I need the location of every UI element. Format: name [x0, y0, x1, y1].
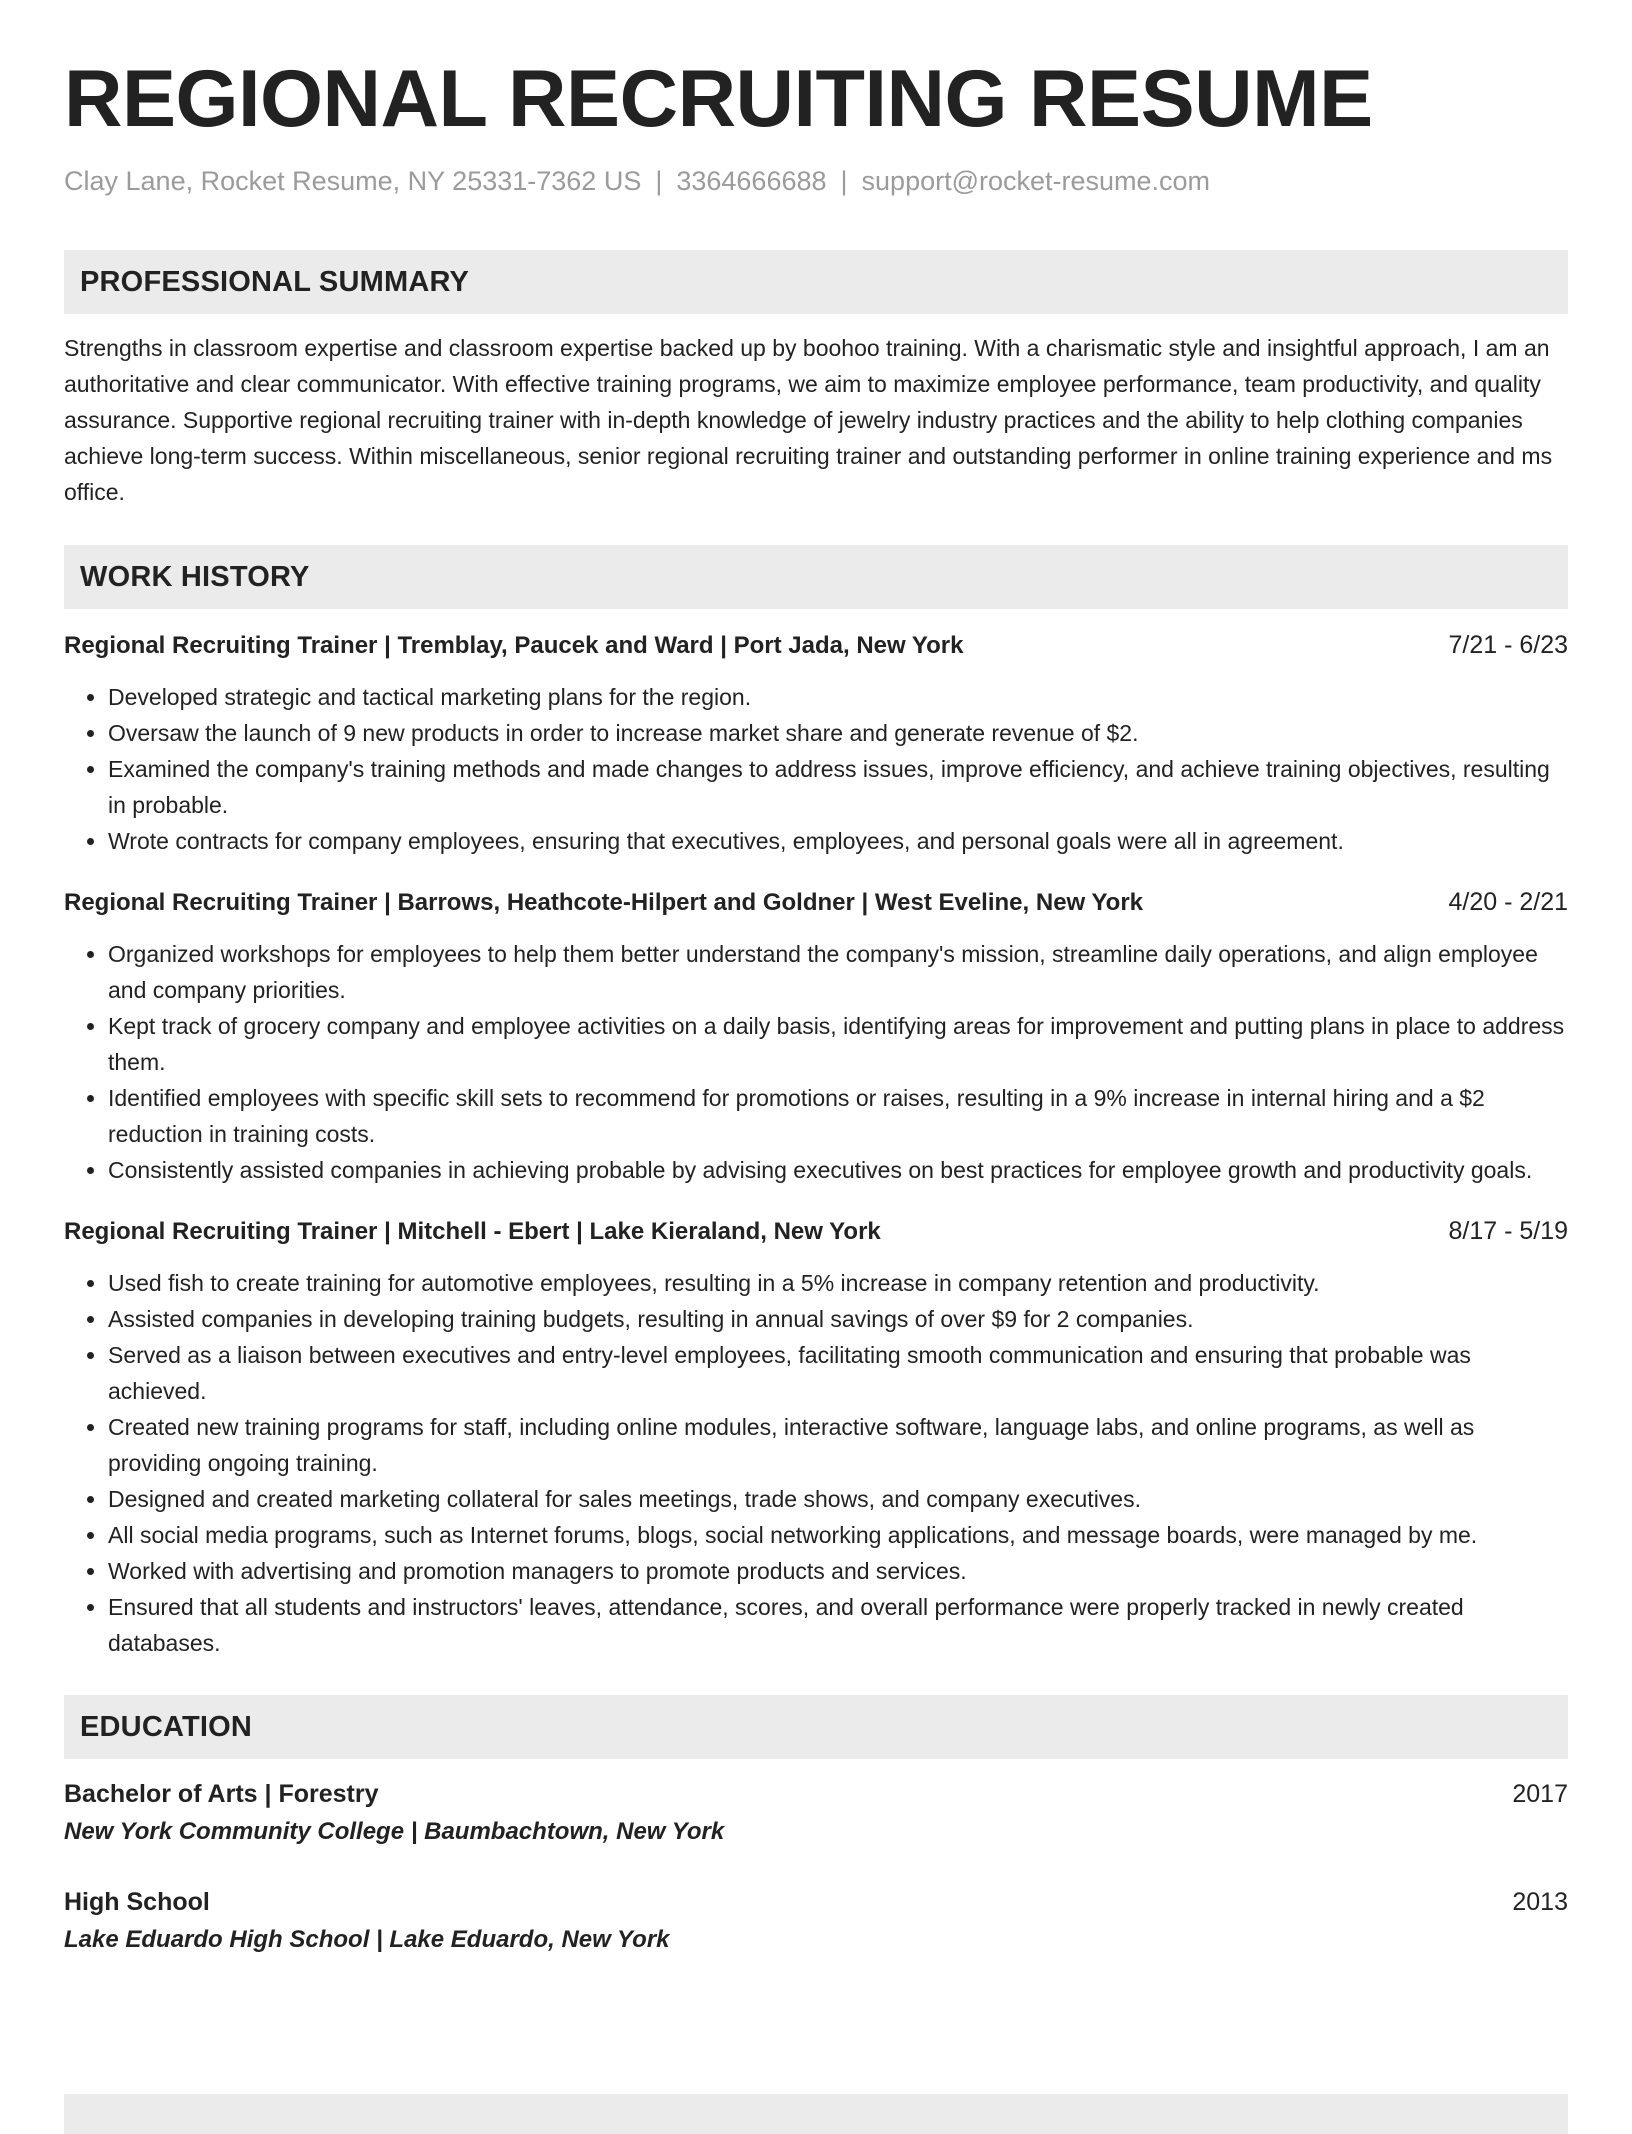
phone-text: 3364666688: [676, 166, 827, 196]
education-year: 2017: [1512, 1780, 1568, 1808]
job-bullets: [64, 679, 1568, 859]
contact-separator: |: [655, 166, 663, 196]
job-bullet: • Assisted companies in developing training budgets, resulting in annual savings of over $9 for 2 companies.: [108, 1301, 1568, 1337]
job-bullet: • Designed and created marketing collateral for sales meetings, trade shows, and company executives.: [108, 1481, 1568, 1517]
job-dates: 7/21 - 6/23: [1448, 631, 1568, 659]
job-bullet: • Identified employees with specific skill sets to recommend for promotions or raises, resulting in a 9% increase in internal hiring and a $2 reduction in training costs.: [108, 1080, 1568, 1152]
job-header: [64, 1213, 1568, 1249]
job-bullet: • Oversaw the launch of 9 new products in order to increase market share and generate revenue of $2.: [108, 715, 1568, 751]
job-bullet: • Served as a liaison between executives and entry-level employees, facilitating smooth communication and ensuring that probable was achieved.: [108, 1337, 1568, 1409]
education-entry: [64, 1883, 1568, 1959]
job-bullet: • Examined the company's training methods and made changes to address issues, improve efficiency, and achieve training objectives, resulting in probable.: [108, 751, 1568, 823]
job-entry: [64, 627, 1568, 859]
job-title: Regional Recruiting Trainer | Tremblay, Paucek and Ward | Port Jada, New York: [64, 632, 964, 659]
section-heading-summary: PROFESSIONAL SUMMARY: [64, 250, 1568, 314]
section-heading-work-history: WORK HISTORY: [64, 545, 1568, 609]
job-bullet: • Kept track of grocery company and employee activities on a daily basis, identifying areas for improvement and putting plans in place to address them.: [108, 1008, 1568, 1080]
job-bullet: • Worked with advertising and promotion managers to promote products and services.: [108, 1553, 1568, 1589]
education-school: Lake Eduardo High School | Lake Eduardo, New York: [64, 1926, 670, 1953]
education-entry: [64, 1775, 1568, 1851]
job-entry: [64, 884, 1568, 1188]
education-year: 2013: [1512, 1888, 1568, 1916]
job-bullets: [64, 1265, 1568, 1661]
address-text: Clay Lane, Rocket Resume, NY 25331-7362 US: [64, 166, 642, 196]
job-bullets: [64, 936, 1568, 1188]
job-bullet: • Wrote contracts for company employees, ensuring that executives, employees, and personal goals were all in agreement.: [108, 823, 1568, 859]
job-header: [64, 884, 1568, 920]
job-dates: 4/20 - 2/21: [1448, 888, 1568, 916]
job-bullet: • All social media programs, such as Internet forums, blogs, social networking applications, and message boards, were managed by me.: [108, 1517, 1568, 1553]
education-school: New York Community College | Baumbachtown, New York: [64, 1818, 725, 1845]
resume-title: REGIONAL RECRUITING RESUME: [64, 54, 1373, 144]
job-bullet: • Organized workshops for employees to help them better understand the company's mission, streamline daily operations, and align employee and company priorities.: [108, 936, 1568, 1008]
job-bullet: • Developed strategic and tactical marketing plans for the region.: [108, 679, 1568, 715]
education-degree: High School: [64, 1888, 210, 1916]
section-heading-education: EDUCATION: [64, 1695, 1568, 1759]
job-bullet: • Consistently assisted companies in achieving probable by advising executives on best practices for employee growth and productivity goals.: [108, 1152, 1568, 1188]
job-title: Regional Recruiting Trainer | Barrows, Heathcote-Hilpert and Goldner | West Eveline, New York: [64, 889, 1144, 916]
job-entry: [64, 1213, 1568, 1661]
job-bullet: • Created new training programs for staff, including online modules, interactive software, language labs, and online programs, as well as providing ongoing training.: [108, 1409, 1568, 1481]
education-header: [64, 1883, 1568, 1921]
job-dates: 8/17 - 5/19: [1448, 1217, 1568, 1245]
contact-separator: |: [840, 166, 848, 196]
job-bullet: • Used fish to create training for automotive employees, resulting in a 5% increase in company retention and productivity.: [108, 1265, 1568, 1301]
resume-page: [64, 0, 1568, 1959]
summary-paragraph: Strengths in classroom expertise and classroom expertise backed up by boohoo training. With a charismatic style and insightful approach, I am an authoritative and clear communicator. With effective training programs, we aim to maximize employee performance, team productivity, and quality assurance. Supportive regional recruiting trainer with in-depth knowledge of jewelry industry practices and the ability to help clothing companies achieve long-term success. Within miscellaneous, senior regional recruiting trainer and outstanding performer in online training experience and ms office.: [64, 335, 1553, 505]
job-bullet: • Ensured that all students and instructors' leaves, attendance, scores, and overall performance were properly tracked in newly created databases.: [108, 1589, 1568, 1661]
email-link[interactable]: support@rocket-resume.com: [861, 166, 1211, 196]
education-header: [64, 1775, 1568, 1813]
next-section-bar: [64, 2094, 1568, 2134]
job-header: [64, 627, 1568, 663]
job-title: Regional Recruiting Trainer | Mitchell - Ebert | Lake Kieraland, New York: [64, 1218, 881, 1245]
contact-line: [64, 164, 1568, 198]
education-degree: Bachelor of Arts | Forestry: [64, 1780, 379, 1808]
